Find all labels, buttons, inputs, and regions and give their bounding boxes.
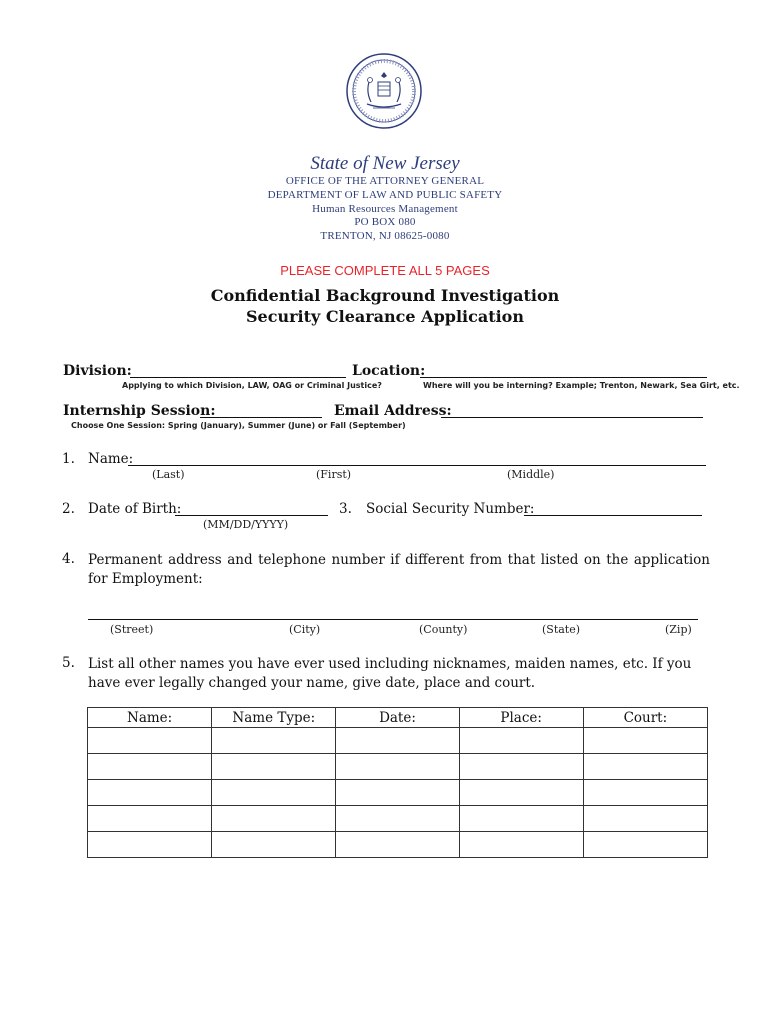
name-middle-caption: (Middle)	[507, 468, 555, 481]
table-row	[88, 832, 708, 858]
cell-date[interactable]	[336, 832, 459, 858]
other-names-question: List all other names you have ever used including nicknames, maiden names, etc. If you have ever legally changed your name, give date, place and court.	[88, 656, 692, 691]
cell-place[interactable]	[459, 754, 583, 780]
column-header-name-type: Name Type:	[212, 708, 336, 728]
name-field[interactable]	[128, 465, 706, 466]
name-last-caption: (Last)	[152, 468, 185, 481]
email-field[interactable]	[441, 417, 703, 418]
email-label: Email Address:	[334, 403, 452, 419]
cell-name[interactable]	[88, 754, 212, 780]
other-names-table-body	[88, 728, 708, 858]
other-names-table	[87, 707, 708, 858]
cell-name[interactable]	[88, 832, 212, 858]
cell-date[interactable]	[336, 806, 459, 832]
ssn-label: Social Security Number:	[366, 501, 535, 517]
column-header-place: Place:	[459, 708, 583, 728]
division-label: Division:	[63, 363, 132, 379]
date-of-birth-field[interactable]	[175, 515, 328, 516]
address-zip-caption: (Zip)	[665, 623, 692, 636]
agency-name: State of New Jersey	[310, 153, 460, 174]
location-hint: Where will you be interning? Example; Trenton, Newark, Sea Girt, etc.	[423, 381, 740, 390]
q3-number: 3.	[339, 501, 352, 517]
cell-date[interactable]	[336, 754, 459, 780]
cell-name-type[interactable]	[212, 832, 336, 858]
internship-session-label: Internship Session:	[63, 403, 216, 419]
q5-number: 5.	[62, 655, 75, 671]
cell-court[interactable]	[583, 806, 707, 832]
state-seal-icon	[345, 52, 423, 130]
cell-place[interactable]	[459, 780, 583, 806]
location-label: Location:	[352, 363, 426, 379]
table-row	[88, 728, 708, 754]
cell-name-type[interactable]	[212, 754, 336, 780]
cell-place[interactable]	[459, 832, 583, 858]
cell-name[interactable]	[88, 728, 212, 754]
form-title-line-1: Confidential Background Investigation	[210, 286, 560, 305]
q1-number: 1.	[62, 451, 75, 467]
address-field[interactable]	[88, 619, 698, 620]
agency-line-3: Human Resources Management	[312, 203, 458, 215]
agency-line-5: TRENTON, NJ 08625-0080	[320, 230, 450, 242]
table-row	[88, 806, 708, 832]
address-city-caption: (City)	[289, 623, 321, 636]
cell-court[interactable]	[583, 728, 707, 754]
internship-session-field[interactable]	[200, 417, 322, 418]
cell-court[interactable]	[583, 832, 707, 858]
internship-session-hint: Choose One Session: Spring (January), Summer (June) or Fall (September)	[71, 421, 406, 430]
cell-court[interactable]	[583, 780, 707, 806]
address-street-caption: (Street)	[110, 623, 154, 636]
table-row	[88, 754, 708, 780]
q4-number: 4.	[62, 551, 75, 567]
address-county-caption: (County)	[419, 623, 468, 636]
cell-court[interactable]	[583, 754, 707, 780]
ssn-field[interactable]	[524, 515, 702, 516]
cell-name-type[interactable]	[212, 806, 336, 832]
location-field[interactable]	[420, 377, 707, 378]
cell-place[interactable]	[459, 806, 583, 832]
agency-line-2: DEPARTMENT OF LAW AND PUBLIC SAFETY	[267, 189, 503, 201]
table-row	[88, 780, 708, 806]
agency-line-1: OFFICE OF THE ATTORNEY GENERAL	[285, 175, 485, 187]
address-question: Permanent address and telephone number if different from that listed on the application for Employment:	[88, 552, 710, 587]
column-header-date: Date:	[336, 708, 459, 728]
q2-number: 2.	[62, 501, 75, 517]
cell-name-type[interactable]	[212, 728, 336, 754]
address-state-caption: (State)	[542, 623, 581, 636]
agency-line-4: PO BOX 080	[354, 216, 416, 228]
column-header-court: Court:	[583, 708, 707, 728]
name-first-caption: (First)	[316, 468, 352, 481]
table-header-row	[88, 708, 708, 728]
cell-name[interactable]	[88, 780, 212, 806]
cell-place[interactable]	[459, 728, 583, 754]
name-label: Name:	[88, 451, 134, 467]
complete-all-pages-notice: PLEASE COMPLETE ALL 5 PAGES	[280, 263, 490, 278]
date-of-birth-format: (MM/DD/YYYY)	[203, 518, 289, 531]
cell-date[interactable]	[336, 728, 459, 754]
division-field[interactable]	[130, 377, 346, 378]
division-hint: Applying to which Division, LAW, OAG or Criminal Justice?	[122, 381, 382, 390]
form-title-line-2: Security Clearance Application	[246, 307, 524, 326]
cell-name[interactable]	[88, 806, 212, 832]
column-header-name: Name:	[88, 708, 212, 728]
date-of-birth-label: Date of Birth:	[88, 501, 182, 517]
cell-date[interactable]	[336, 780, 459, 806]
cell-name-type[interactable]	[212, 780, 336, 806]
